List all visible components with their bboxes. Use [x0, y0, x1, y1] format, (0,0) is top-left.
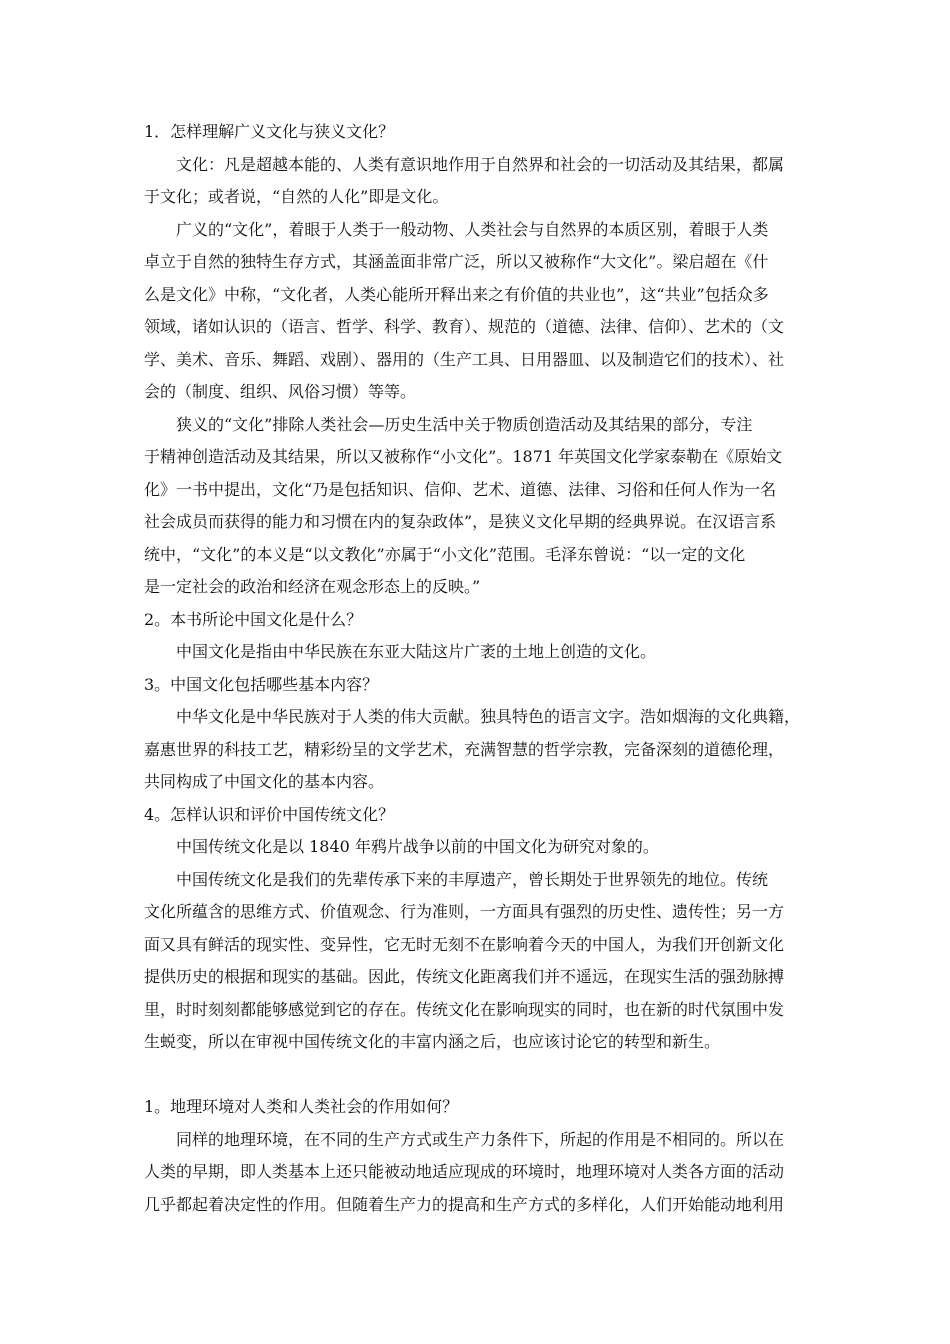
paragraph-line: 化》一书中提出，文化“乃是包括知识、信仰、艺术、道德、法律、习俗和任何人作为一名	[144, 479, 777, 499]
paragraph-line: 狭义的“文化”排除人类社会—历史生活中关于物质创造活动及其结果的部分，专注	[176, 414, 753, 434]
paragraph-line: 是一定社会的政治和经济在观念形态上的反映。”	[144, 577, 481, 596]
paragraph-line: 中华文化是中华民族对于人类的伟大贡献。独具特色的语言文字。浩如烟海的文化典籍，	[176, 707, 801, 726]
paragraph-line: 共同构成了中国文化的基本内容。	[144, 772, 385, 791]
paragraph-line: 会的（制度、组织、风俗习惯）等等。	[144, 382, 417, 401]
question-heading: 3。中国文化包括哪些基本内容？	[144, 674, 379, 694]
paragraph-line: 于精神创造活动及其结果，所以又被称作“小文化”。1871 年英国文化学家泰勒在《原始文	[144, 447, 783, 466]
paragraph-line: 广义的“文化”，着眼于人类于一般动物、人类社会与自然界的本质区别，着眼于人类	[176, 219, 769, 239]
paragraph-line: 中国文化是指由中华民族在东亚大陆这片广袤的土地上创造的文化。	[176, 642, 657, 661]
paragraph-line: 里，时时刻刻都能够感觉到它的存在。传统文化在影响现实的同时，也在新的时代氛围中发	[144, 999, 785, 1019]
paragraph-line: 卓立于自然的独特生存方式，其涵盖面非常广泛，所以又被称作“大文化”。梁启超在《什	[144, 252, 769, 271]
paragraph-line: 统中，“文化”的本义是“以文教化”亦属于“小文化”范围。毛泽东曾说：“以一定的文化	[144, 544, 746, 564]
paragraph-line: 人类的早期，即人类基本上还只能被动地适应现成的环境时，地理环境对人类各方面的活动	[144, 1162, 785, 1181]
paragraph-line: 社会成员而获得的能力和习惯在内的复杂政体”，是狭义文化早期的经典界说。在汉语言系	[144, 512, 777, 531]
paragraph-line: 生蜕变，所以在审视中国传统文化的丰富内涵之后，也应该讨论它的转型和新生。	[144, 1032, 721, 1051]
paragraph-line: 么是文化》中称，“文化者，人类心能所开释出来之有价值的共业也”，这“共业”包括众多	[144, 284, 769, 304]
paragraph-line: 文化所蕴含的思维方式、价值观念、行为准则，一方面具有强烈的历史性、遗传性；另一方	[144, 902, 785, 921]
question-heading: 1。地理环境对人类和人类社会的作用如何？	[144, 1097, 459, 1116]
paragraph-line: 提供历史的根据和现实的基础。因此，传统文化距离我们并不遥远，在现实生活的强劲脉搏	[144, 967, 785, 986]
paragraph-line: 领域，诸如认识的（语言、哲学、科学、教育）、规范的（道德、法律、信仰）、艺术的（文	[144, 317, 785, 336]
paragraph-line: 嘉惠世界的科技工艺，精彩纷呈的文学艺术，充满智慧的哲学宗教，完备深刻的道德伦理，	[144, 739, 785, 759]
document-page	[144, 116, 810, 1221]
paragraph-line: 学、美术、音乐、舞蹈、戏剧）、器用的（生产工具、日用器皿、以及制造它们的技术）、社	[144, 349, 785, 369]
question-heading: 2。本书所论中国文化是什么？	[144, 609, 363, 629]
paragraph-line: 同样的地理环境，在不同的生产方式或生产力条件下，所起的作用是不相同的。所以在	[176, 1129, 785, 1149]
blank-line	[144, 1059, 810, 1092]
paragraph-line: 中国传统文化是我们的先辈传承下来的丰厚遗产，曾长期处于世界领先的地位。传统	[176, 869, 769, 889]
paragraph-line: 于文化；或者说，“自然的人化”即是文化。	[144, 187, 449, 206]
question-heading: 1．怎样理解广义文化与狭义文化？	[144, 122, 395, 141]
paragraph-line: 面又具有鲜活的现实性、变异性，它无时无刻不在影响着今天的中国人，为我们开创新文化	[144, 934, 785, 954]
question-heading: 4。怎样认识和评价中国传统文化？	[144, 804, 395, 824]
paragraph-line: 文化：凡是超越本能的、人类有意识地作用于自然界和社会的一切活动及其结果，都属	[176, 154, 785, 174]
paragraph-line: 中国传统文化是以 1840 年鸦片战争以前的中国文化为研究对象的。	[176, 837, 659, 856]
paragraph-line: 几乎都起着决定性的作用。但随着生产力的提高和生产方式的多样化，人们开始能动地利用	[144, 1194, 785, 1214]
